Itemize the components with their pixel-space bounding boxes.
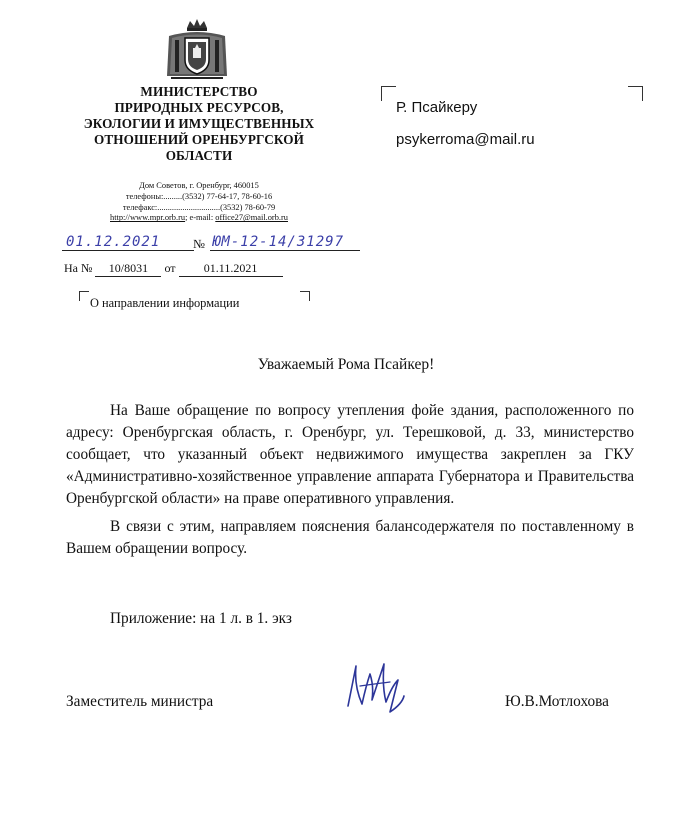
registration-date-line xyxy=(62,250,194,251)
reference-no-label: На № xyxy=(64,261,93,275)
body-paragraph: В связи с этим, направляем пояснения балансодержателя по поставленному в Вашем обращении вопросу. xyxy=(66,518,634,557)
recipient-name: Р. Псайкеру xyxy=(396,99,478,116)
fax-label: телефакс:.............................. xyxy=(122,202,221,212)
ministry-line: ЭКОЛОГИИ И ИМУЩЕСТВЕННЫХ xyxy=(83,116,315,131)
reference-line xyxy=(64,261,283,277)
email-link[interactable]: office27@mail.orb.ru xyxy=(215,213,288,223)
ministry-name xyxy=(60,84,338,164)
reference-number: 10/8031 xyxy=(95,261,161,277)
recipient-corner-left xyxy=(381,86,396,101)
address: Дом Советов, г. Оренбург, 460015 xyxy=(139,181,259,190)
phones-label: телефоны:......... xyxy=(125,191,183,201)
registration-number: ЮМ-12-14/31297 xyxy=(212,234,345,250)
recipient-email: psykerroma@mail.ru xyxy=(396,131,535,148)
signatory-title: Заместитель министра xyxy=(66,693,214,710)
subject-corner-right xyxy=(300,291,310,301)
ministry-contacts xyxy=(84,181,314,224)
handwritten-signature xyxy=(340,656,410,716)
phones-line xyxy=(84,192,314,203)
subject-corner-left xyxy=(79,291,89,301)
ministry-line: ОБЛАСТИ xyxy=(165,148,233,163)
registration-number-line xyxy=(210,250,360,251)
web-line xyxy=(84,213,314,224)
attachment-note: Приложение: на 1 л. в 1. экз xyxy=(110,610,292,627)
reference-from-label: от xyxy=(164,261,176,275)
letter-body xyxy=(66,400,634,560)
fax-line xyxy=(84,203,314,214)
website-link[interactable]: http://www.mpr.orb.ru xyxy=(110,213,186,223)
recipient-corner-right xyxy=(628,86,643,101)
registration-number-sign: № xyxy=(193,237,205,251)
fax-value: (3532) 78-60-79 xyxy=(220,202,276,212)
reference-date: 01.11.2021 xyxy=(179,261,283,277)
phones-value: (3532) 77-64-17, 78-60-16 xyxy=(182,191,273,201)
subject: О направлении информации xyxy=(90,296,240,310)
coat-of-arms-emblem xyxy=(163,18,231,82)
email-label: ; e-mail: xyxy=(185,213,216,223)
body-paragraph: На Ваше обращение по вопросу утепления фойе здания, расположенного по адресу: Оренбургская область, г. Оренбург, ул. Терешковой, д. 33, министерство сообщает, что указанный объект недвижимого имущества закреплен за ГКУ «Административно-хозяйственное управление аппарата Губернатора и Правительства Оренбургской области» на праве оперативного управления. xyxy=(66,402,634,507)
ministry-line: ОТНОШЕНИЙ ОРЕНБУРГСКОЙ xyxy=(94,132,304,147)
ministry-line: ПРИРОДНЫХ РЕСУРСОВ, xyxy=(114,100,284,115)
ministry-line: МИНИСТЕРСТВО xyxy=(140,84,258,99)
registration-date: 01.12.2021 xyxy=(66,234,161,250)
greeting: Уважаемый Рома Псайкер! xyxy=(257,356,435,373)
signatory-name: Ю.В.Мотлохова xyxy=(505,693,609,710)
